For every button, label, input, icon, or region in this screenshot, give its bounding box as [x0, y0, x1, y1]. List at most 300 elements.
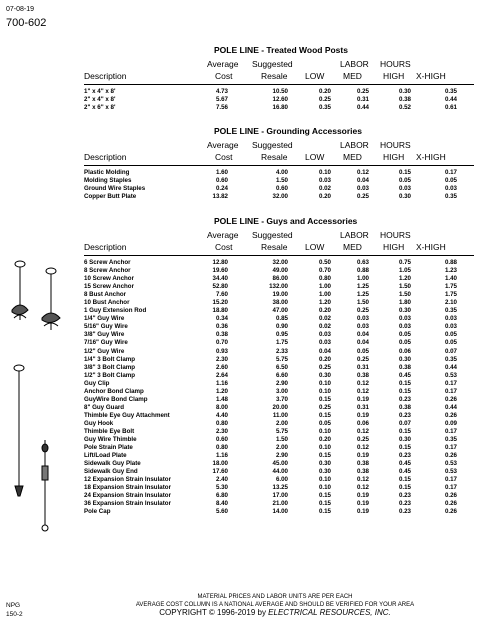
footer-left: [6, 601, 23, 619]
description-cell: 3/8" 3 Bolt Clamp: [84, 363, 136, 371]
low-hours-cell: 0.02: [318, 185, 331, 193]
low-hours-cell: 0.15: [318, 508, 331, 516]
low-hours-cell: 0.15: [318, 492, 331, 500]
average-cost-cell: 2.30: [215, 355, 228, 363]
description-cell: Ground Wire Staples: [84, 185, 146, 193]
med-hours-cell: 0.12: [356, 476, 369, 484]
high-hours-cell: 0.52: [398, 104, 411, 112]
high-hours-cell: 0.03: [398, 323, 411, 331]
section-title: POLE LINE - Grounding Accessories: [214, 126, 362, 136]
description-cell: 12 Expansion Strain Insulator: [84, 476, 171, 484]
description-cell: Molding Staples: [84, 177, 132, 185]
med-hours-cell: 0.44: [356, 104, 369, 112]
high-hours-cell: 1.05: [398, 267, 411, 275]
average-cost-cell: 0.36: [215, 323, 228, 331]
high-hours-cell: 0.15: [398, 476, 411, 484]
description-cell: Plastic Molding: [84, 169, 130, 176]
col-hours-header: HOURS: [380, 140, 411, 150]
xhigh-hours-cell: 0.17: [444, 476, 457, 484]
table-row: [84, 476, 474, 484]
col-resale-header: Resale: [261, 152, 288, 162]
table-row: [84, 339, 474, 347]
average-cost-cell: 18.00: [212, 460, 228, 468]
col-low-header: LOW: [305, 242, 325, 252]
med-hours-cell: 0.12: [356, 427, 369, 435]
average-cost-cell: 1.16: [215, 452, 228, 460]
med-hours-cell: 0.04: [356, 177, 369, 185]
med-hours-cell: 1.25: [356, 283, 369, 291]
high-hours-cell: 0.30: [398, 193, 411, 201]
table-row: [84, 492, 474, 500]
footer-line-1: MATERIAL PRICES AND LABOR UNITS ARE PER EACH: [197, 594, 353, 600]
suggested-resale-cell: 3.70: [275, 395, 288, 403]
low-hours-cell: 0.30: [318, 371, 331, 379]
table-row: [84, 396, 474, 404]
table-row: [84, 323, 474, 331]
xhigh-hours-cell: 0.26: [444, 411, 457, 419]
col-med-header: MED: [343, 242, 362, 252]
col-cost-header: Cost: [215, 71, 233, 81]
xhigh-hours-cell: 0.35: [444, 307, 457, 315]
description-cell: Sidewalk Guy End: [84, 468, 138, 476]
xhigh-hours-cell: 0.17: [444, 169, 457, 176]
xhigh-hours-cell: 2.10: [444, 299, 457, 307]
col-med-header: MED: [343, 152, 362, 162]
high-hours-cell: 0.23: [398, 411, 411, 419]
high-hours-cell: 0.05: [398, 177, 411, 185]
xhigh-hours-cell: 0.26: [444, 395, 457, 403]
column-headers: [84, 59, 474, 83]
footer-publisher: NPG: [6, 602, 21, 609]
table-row: [84, 315, 474, 323]
col-resale-header: Resale: [261, 242, 288, 252]
low-hours-cell: 0.02: [318, 323, 331, 331]
med-hours-cell: 0.25: [356, 88, 369, 95]
high-hours-cell: 0.15: [398, 169, 411, 176]
table-row: [84, 348, 474, 356]
med-hours-cell: 0.25: [356, 307, 369, 315]
footer-line-2: AVERAGE COST COLUMN IS A NATIONAL AVERAGE AND SHOULD BE VERIFIED FOR YOUR AREA: [135, 602, 415, 608]
high-hours-cell: 0.15: [398, 379, 411, 387]
suggested-resale-cell: 5.75: [275, 355, 288, 363]
average-cost-cell: 0.24: [215, 185, 228, 193]
med-hours-cell: 0.19: [356, 492, 369, 500]
col-hours-header: HOURS: [380, 230, 411, 240]
suggested-resale-cell: 1.75: [275, 339, 288, 347]
suggested-resale-cell: 49.00: [272, 267, 288, 275]
description-cell: Lift/Load Plate: [84, 452, 127, 460]
footer-page-number: 150-2: [6, 611, 23, 618]
xhigh-hours-cell: 0.26: [444, 500, 457, 508]
average-cost-cell: 0.60: [215, 436, 228, 444]
col-labor-header: LABOR: [340, 140, 369, 150]
average-cost-cell: 13.82: [212, 193, 228, 201]
xhigh-hours-cell: 0.26: [444, 492, 457, 500]
section-title: POLE LINE - Treated Wood Posts: [214, 45, 348, 55]
suggested-resale-cell: 14.00: [272, 508, 288, 516]
low-hours-cell: 0.25: [318, 96, 331, 104]
average-cost-cell: 15.20: [212, 299, 228, 307]
low-hours-cell: 0.02: [318, 315, 331, 323]
average-cost-cell: 0.70: [215, 339, 228, 347]
copyright-prefix: COPYRIGHT © 1996-2019 by: [159, 608, 269, 617]
description-cell: 6 Screw Anchor: [84, 259, 131, 266]
med-hours-cell: 0.06: [356, 419, 369, 427]
med-hours-cell: 0.38: [356, 371, 369, 379]
table-row: [84, 436, 474, 444]
med-hours-cell: 1.00: [356, 275, 369, 283]
low-hours-cell: 0.15: [318, 411, 331, 419]
low-hours-cell: 1.00: [318, 283, 331, 291]
xhigh-hours-cell: 0.44: [444, 363, 457, 371]
table-row: [84, 388, 474, 396]
high-hours-cell: 0.05: [398, 339, 411, 347]
suggested-resale-cell: 2.00: [275, 419, 288, 427]
low-hours-cell: 0.30: [318, 468, 331, 476]
xhigh-hours-cell: 0.17: [444, 387, 457, 395]
average-cost-cell: 34.40: [212, 275, 228, 283]
table-row: [84, 500, 474, 508]
xhigh-hours-cell: 0.35: [444, 355, 457, 363]
low-hours-cell: 0.20: [318, 193, 331, 201]
high-hours-cell: 0.45: [398, 468, 411, 476]
table-row: [84, 356, 474, 364]
suggested-resale-cell: 0.85: [275, 315, 288, 323]
suggested-resale-cell: 21.00: [272, 500, 288, 508]
suggested-resale-cell: 2.33: [275, 347, 288, 355]
description-cell: Thimble Eye Bolt: [84, 427, 135, 435]
high-hours-cell: 0.23: [398, 395, 411, 403]
col-hours-header: HOURS: [380, 59, 411, 69]
med-hours-cell: 0.03: [356, 185, 369, 193]
footer-notes: [90, 593, 460, 617]
high-hours-cell: 0.23: [398, 492, 411, 500]
low-hours-cell: 0.10: [318, 387, 331, 395]
guy-rod-icon: [14, 365, 24, 496]
suggested-resale-cell: 2.90: [275, 379, 288, 387]
med-hours-cell: 0.38: [356, 468, 369, 476]
table-row: [84, 307, 474, 315]
med-hours-cell: 0.12: [356, 169, 369, 176]
table-row: [84, 185, 474, 193]
med-hours-cell: 1.25: [356, 291, 369, 299]
med-hours-cell: 0.88: [356, 267, 369, 275]
med-hours-cell: 0.04: [356, 331, 369, 339]
med-hours-cell: 0.63: [356, 259, 369, 266]
description-cell: 8" Guy Guard: [84, 403, 125, 411]
average-cost-cell: 2.60: [215, 363, 228, 371]
table-row: [84, 452, 474, 460]
table-row: [84, 259, 474, 267]
average-cost-cell: 5.30: [215, 484, 228, 492]
med-hours-cell: 0.03: [356, 323, 369, 331]
description-cell: 1" x 4" x 8': [84, 88, 116, 95]
xhigh-hours-cell: 0.44: [444, 403, 457, 411]
average-cost-cell: 52.80: [212, 283, 228, 291]
xhigh-hours-cell: 0.35: [444, 88, 457, 95]
column-headers: [84, 140, 474, 164]
table-row: [84, 420, 474, 428]
description-cell: 10 Screw Anchor: [84, 275, 134, 283]
high-hours-cell: 0.45: [398, 371, 411, 379]
high-hours-cell: 0.07: [398, 419, 411, 427]
low-hours-cell: 1.00: [318, 291, 331, 299]
description-cell: Copper Butt Plate: [84, 193, 137, 201]
high-hours-cell: 0.30: [398, 355, 411, 363]
suggested-resale-cell: 1.50: [275, 436, 288, 444]
high-hours-cell: 0.15: [398, 484, 411, 492]
average-cost-cell: 1.60: [215, 169, 228, 176]
table-row: [84, 364, 474, 372]
low-hours-cell: 0.20: [318, 436, 331, 444]
suggested-resale-cell: 4.00: [275, 169, 288, 176]
xhigh-hours-cell: 1.75: [444, 283, 457, 291]
average-cost-cell: 1.16: [215, 379, 228, 387]
high-hours-cell: 1.50: [398, 283, 411, 291]
xhigh-hours-cell: 0.03: [444, 323, 457, 331]
xhigh-hours-cell: 0.17: [444, 379, 457, 387]
med-hours-cell: 1.50: [356, 299, 369, 307]
page-code: 700-602: [6, 17, 47, 29]
description-cell: 8 Bust Anchor: [84, 291, 127, 299]
average-cost-cell: 5.60: [215, 508, 228, 516]
low-hours-cell: 0.35: [318, 104, 331, 112]
average-cost-cell: 19.60: [212, 267, 228, 275]
low-hours-cell: 0.20: [318, 88, 331, 95]
med-hours-cell: 0.12: [356, 444, 369, 452]
high-hours-cell: 0.06: [398, 347, 411, 355]
med-hours-cell: 0.31: [356, 403, 369, 411]
xhigh-hours-cell: 0.17: [444, 427, 457, 435]
col-labor-header: LABOR: [340, 230, 369, 240]
col-description-header: Description: [84, 242, 127, 252]
xhigh-hours-cell: 1.75: [444, 291, 457, 299]
high-hours-cell: 0.23: [398, 508, 411, 516]
med-hours-cell: 0.03: [356, 315, 369, 323]
suggested-resale-cell: 44.00: [272, 468, 288, 476]
table-row: [84, 96, 474, 104]
high-hours-cell: 0.05: [398, 331, 411, 339]
table-row: [84, 444, 474, 452]
table-row: [84, 331, 474, 339]
low-hours-cell: 0.25: [318, 363, 331, 371]
table-row: [84, 484, 474, 492]
high-hours-cell: 1.50: [398, 291, 411, 299]
description-cell: 1/4" 3 Bolt Clamp: [84, 355, 136, 363]
low-hours-cell: 0.10: [318, 427, 331, 435]
average-cost-cell: 1.48: [215, 395, 228, 403]
low-hours-cell: 1.20: [318, 299, 331, 307]
low-hours-cell: 0.15: [318, 395, 331, 403]
average-cost-cell: 8.00: [215, 403, 228, 411]
description-cell: Sidewalk Guy Plate: [84, 460, 141, 468]
xhigh-hours-cell: 0.07: [444, 347, 457, 355]
suggested-resale-cell: 2.90: [275, 452, 288, 460]
suggested-resale-cell: 19.00: [272, 291, 288, 299]
high-hours-cell: 0.38: [398, 363, 411, 371]
description-cell: 1/2" Guy Wire: [84, 347, 125, 355]
col-cost-header: Cost: [215, 242, 233, 252]
description-cell: Thimble Eye Guy Attachment: [84, 411, 170, 419]
low-hours-cell: 0.70: [318, 267, 331, 275]
high-hours-cell: 0.30: [398, 307, 411, 315]
med-hours-cell: 0.38: [356, 460, 369, 468]
low-hours-cell: 0.10: [318, 169, 331, 176]
low-hours-cell: 0.80: [318, 275, 331, 283]
xhigh-hours-cell: 0.09: [444, 419, 457, 427]
description-cell: 2" x 6" x 8': [84, 104, 116, 112]
average-cost-cell: 7.60: [215, 291, 228, 299]
average-cost-cell: 4.73: [215, 88, 228, 95]
xhigh-hours-cell: 0.26: [444, 508, 457, 516]
high-hours-cell: 1.80: [398, 299, 411, 307]
col-suggested-header: Suggested: [252, 140, 293, 150]
col-high-header: HIGH: [383, 71, 405, 81]
table-row: [84, 104, 474, 112]
low-hours-cell: 0.15: [318, 452, 331, 460]
med-hours-cell: 0.25: [356, 193, 369, 201]
suggested-resale-cell: 6.60: [275, 371, 288, 379]
description-cell: Pole Cap: [84, 508, 111, 516]
table-body: [84, 88, 474, 112]
low-hours-cell: 0.15: [318, 500, 331, 508]
high-hours-cell: 0.23: [398, 500, 411, 508]
med-hours-cell: 0.19: [356, 411, 369, 419]
col-low-header: LOW: [305, 71, 325, 81]
suggested-resale-cell: 16.80: [272, 104, 288, 112]
description-cell: 2" x 4" x 8': [84, 96, 116, 104]
med-hours-cell: 0.19: [356, 508, 369, 516]
high-hours-cell: 0.23: [398, 452, 411, 460]
high-hours-cell: 0.75: [398, 259, 411, 266]
xhigh-hours-cell: 0.26: [444, 452, 457, 460]
page-date: 07-08-19: [6, 6, 35, 13]
average-cost-cell: 5.67: [215, 96, 228, 104]
low-hours-cell: 0.30: [318, 460, 331, 468]
suggested-resale-cell: 32.00: [272, 193, 288, 201]
col-med-header: MED: [343, 71, 362, 81]
description-cell: 15 Screw Anchor: [84, 283, 134, 291]
average-cost-cell: 0.60: [215, 177, 228, 185]
average-cost-cell: 6.80: [215, 492, 228, 500]
table-row: [84, 404, 474, 412]
average-cost-cell: 12.80: [212, 259, 228, 266]
high-hours-cell: 0.38: [398, 96, 411, 104]
suggested-resale-cell: 132.00: [269, 283, 288, 291]
xhigh-hours-cell: 0.35: [444, 193, 457, 201]
col-description-header: Description: [84, 152, 127, 162]
low-hours-cell: 0.10: [318, 476, 331, 484]
average-cost-cell: 17.60: [212, 468, 228, 476]
copyright-company: ELECTRICAL RESOURCES, INC.: [268, 608, 391, 617]
col-average-header: Average: [207, 59, 239, 69]
suggested-resale-cell: 86.00: [272, 275, 288, 283]
col-suggested-header: Suggested: [252, 59, 293, 69]
table-row: [84, 468, 474, 476]
low-hours-cell: 0.10: [318, 444, 331, 452]
high-hours-cell: 0.38: [398, 403, 411, 411]
med-hours-cell: 0.19: [356, 452, 369, 460]
suggested-resale-cell: 0.95: [275, 331, 288, 339]
xhigh-hours-cell: 0.53: [444, 468, 457, 476]
table-row: [84, 508, 474, 516]
xhigh-hours-cell: 0.61: [444, 104, 457, 112]
table-row: [84, 460, 474, 468]
suggested-resale-cell: 32.00: [272, 259, 288, 266]
description-cell: GuyWire Bond Clamp: [84, 395, 148, 403]
average-cost-cell: 18.80: [212, 307, 228, 315]
med-hours-cell: 0.31: [356, 363, 369, 371]
suggested-resale-cell: 5.75: [275, 427, 288, 435]
col-description-header: Description: [84, 71, 127, 81]
med-hours-cell: 0.04: [356, 339, 369, 347]
suggested-resale-cell: 2.00: [275, 444, 288, 452]
col-cost-header: Cost: [215, 152, 233, 162]
high-hours-cell: 0.15: [398, 444, 411, 452]
screw-anchor-icon: [12, 261, 28, 320]
high-hours-cell: 0.30: [398, 88, 411, 95]
xhigh-hours-cell: 0.35: [444, 436, 457, 444]
table-row: [84, 88, 474, 96]
med-hours-cell: 0.05: [356, 347, 369, 355]
xhigh-hours-cell: 0.53: [444, 371, 457, 379]
med-hours-cell: 0.31: [356, 96, 369, 104]
xhigh-hours-cell: 0.03: [444, 315, 457, 323]
average-cost-cell: 0.34: [215, 315, 228, 323]
suggested-resale-cell: 38.00: [272, 299, 288, 307]
average-cost-cell: 2.40: [215, 476, 228, 484]
xhigh-hours-cell: 0.03: [444, 185, 457, 193]
low-hours-cell: 0.10: [318, 484, 331, 492]
col-average-header: Average: [207, 230, 239, 240]
suggested-resale-cell: 13.25: [272, 484, 288, 492]
high-hours-cell: 0.03: [398, 185, 411, 193]
xhigh-hours-cell: 0.53: [444, 460, 457, 468]
low-hours-cell: 0.04: [318, 347, 331, 355]
table-body: [84, 169, 474, 201]
xhigh-hours-cell: 1.23: [444, 267, 457, 275]
high-hours-cell: 0.15: [398, 427, 411, 435]
med-hours-cell: 0.12: [356, 379, 369, 387]
table-row: [84, 372, 474, 380]
table-row: [84, 412, 474, 420]
high-hours-cell: 0.45: [398, 460, 411, 468]
high-hours-cell: 0.15: [398, 387, 411, 395]
xhigh-hours-cell: 0.05: [444, 339, 457, 347]
table-row: [84, 169, 474, 177]
table-row: [84, 177, 474, 185]
table-row: [84, 380, 474, 388]
description-cell: 8 Screw Anchor: [84, 267, 131, 275]
suggested-resale-cell: 47.00: [272, 307, 288, 315]
xhigh-hours-cell: 0.17: [444, 484, 457, 492]
suggested-resale-cell: 0.90: [275, 323, 288, 331]
med-hours-cell: 0.25: [356, 436, 369, 444]
low-hours-cell: 0.05: [318, 419, 331, 427]
table-row: [84, 283, 474, 291]
footer-copyright: [90, 609, 460, 617]
average-cost-cell: 2.64: [215, 371, 228, 379]
description-cell: 36 Expansion Strain Insulator: [84, 500, 171, 508]
col-xhigh-header: X-HIGH: [416, 242, 446, 252]
description-cell: Guy Clip: [84, 379, 110, 387]
suggested-resale-cell: 12.60: [272, 96, 288, 104]
suggested-resale-cell: 6.50: [275, 363, 288, 371]
anchor-illustrations: [0, 0, 80, 580]
col-labor-header: LABOR: [340, 59, 369, 69]
average-cost-cell: 1.20: [215, 387, 228, 395]
col-high-header: HIGH: [383, 152, 405, 162]
